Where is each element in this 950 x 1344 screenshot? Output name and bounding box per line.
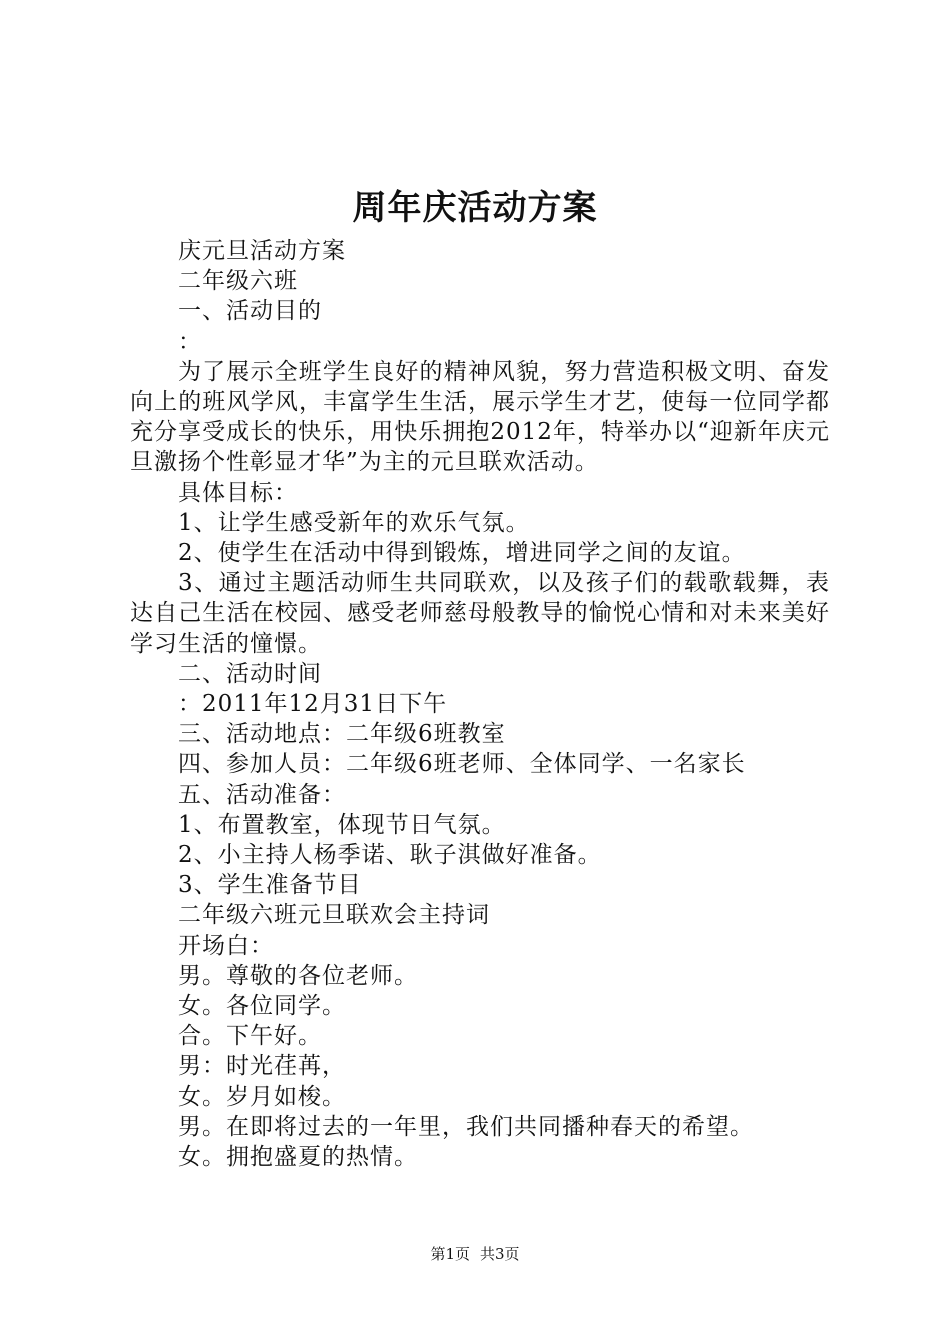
opening-heading: 开场白：	[178, 932, 274, 959]
goal-item-2: 2、使学生在活动中得到锻炼，增进同学之间的友谊。	[178, 540, 746, 567]
page-footer	[0, 1244, 950, 1264]
section-participants: 四、参加人员：二年级6班老师、全体同学、一名家长	[178, 751, 746, 778]
purpose-paragraph: 为了展示全班学生良好的精神风貌，努力营造积极文明、奋发向上的班风学风，丰富学生生活，展示学生才艺，使每一位同学都充分享受成长的快乐，用快乐拥抱2012年，特举办以“迎新年庆元旦激扬个性彰显才华”为主的元旦联欢活动。	[130, 358, 830, 476]
prep-item-2: 2、小主持人杨季诺、耿子淇做好准备。	[178, 842, 602, 869]
document-body	[130, 236, 830, 1172]
time-value-line: ：2011年12月31日下午	[178, 691, 448, 718]
subtitle-line: 庆元旦活动方案	[178, 238, 346, 264]
script-line: 男。在即将过去的一年里，我们共同播种春天的希望。	[178, 1113, 754, 1140]
script-line: 女。各位同学。	[178, 993, 346, 1020]
section-heading-time: 二、活动时间	[178, 660, 322, 687]
colon-line: ：	[178, 328, 202, 355]
goals-heading: 具体目标：	[178, 479, 298, 506]
page-number: 第1页	[430, 1245, 470, 1263]
class-name-line: 二年级六班	[178, 268, 298, 295]
script-line: 男。尊敬的各位老师。	[178, 962, 418, 989]
section-heading-purpose: 一、活动目的	[178, 298, 322, 325]
script-line: 男：时光荏苒，	[178, 1053, 346, 1080]
goal-item-1: 1、让学生感受新年的欢乐气氛。	[178, 509, 530, 536]
host-script-heading: 二年级六班元旦联欢会主持词	[178, 902, 490, 929]
section-location: 三、活动地点：二年级6班教室	[178, 721, 506, 748]
page-total: 共3页	[480, 1245, 520, 1263]
script-line: 女。岁月如梭。	[178, 1083, 346, 1110]
script-line: 合。下午好。	[178, 1023, 322, 1050]
script-line: 女。拥抱盛夏的热情。	[178, 1144, 418, 1171]
prep-item-3: 3、学生准备节目	[178, 872, 362, 899]
section-heading-preparation: 五、活动准备：	[178, 781, 346, 808]
prep-item-1: 1、布置教室，体现节日气氛。	[178, 811, 506, 838]
document-title: 周年庆活动方案	[352, 188, 598, 228]
goal-item-3: 3、通过主题活动师生共同联欢，以及孩子们的载歌载舞，表达自己生活在校园、感受老师慈母般教导的愉悦心情和对未来美好学习生活的憧憬。	[130, 570, 830, 657]
